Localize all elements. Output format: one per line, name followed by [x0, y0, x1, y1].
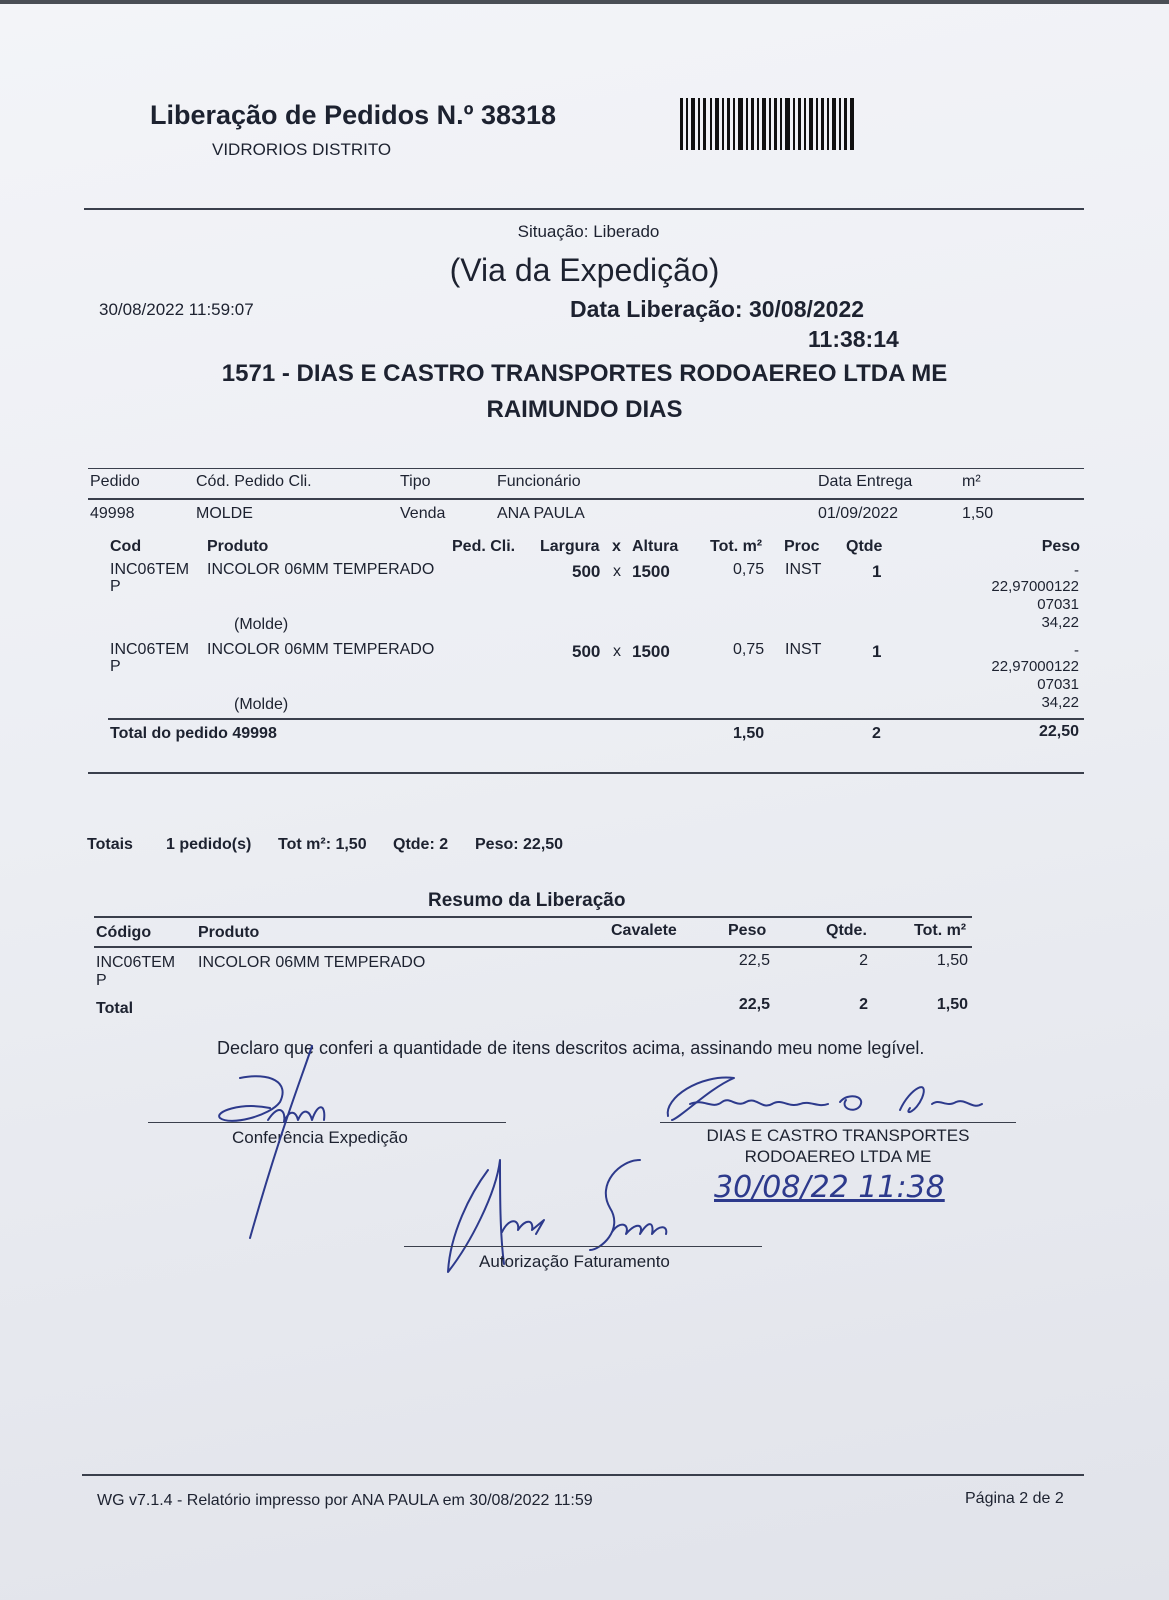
order-data-entrega: 01/09/2022 — [818, 505, 899, 522]
totals-m2: Tot m²: 1,50 — [278, 836, 367, 853]
release-date: Data Liberação: 30/08/2022 — [570, 296, 865, 322]
item-header-cod: Cod — [110, 538, 142, 555]
summary-total-peso: 22,5 — [738, 996, 770, 1013]
handwritten-date: 30/08/22 11:38 — [714, 1170, 945, 1205]
document-sheet — [0, 4, 1169, 1600]
print-datetime: 30/08/2022 11:59:07 — [99, 300, 254, 319]
header-divider — [84, 208, 1084, 210]
declaration-text: Declaro que conferi a quantidade de itens descritos acima, assinando meu nome legível. — [217, 1038, 925, 1058]
order-table-bottom-rule — [88, 772, 1084, 774]
summary-header-tot-m2: Tot. m² — [914, 922, 967, 939]
item-2-cod: INC06TEM — [110, 641, 190, 658]
status-text: Situação: Liberado — [517, 222, 660, 241]
item-header-x: x — [612, 538, 621, 555]
item-header-produto: Produto — [207, 538, 269, 555]
order-total-label: Total do pedido 49998 — [110, 725, 277, 742]
via-label: (Via da Expedição) — [449, 252, 720, 288]
summary-row-codigo-wrap: P — [96, 972, 107, 989]
footer-rule — [82, 1474, 1084, 1476]
item-header-ped-cli: Ped. Cli. — [452, 538, 516, 555]
conference-signature-label: Conferência Expedição — [232, 1128, 408, 1147]
summary-header-rule — [94, 946, 972, 948]
item-header-largura: Largura — [540, 538, 600, 555]
order-m2: 1,50 — [962, 505, 994, 522]
customer-signature-name-line2: RODOAEREO LTDA ME — [744, 1147, 932, 1166]
item-1-cod-wrap: P — [110, 578, 121, 595]
item-1-peso-line2: 07031 — [1037, 596, 1079, 613]
order-total-rule — [108, 718, 1084, 720]
item-1-proc: INST — [785, 561, 822, 578]
summary-header-produto: Produto — [198, 924, 260, 941]
item-1-produto: INCOLOR 06MM TEMPERADO — [207, 561, 435, 578]
summary-row-codigo: INC06TEM — [96, 954, 176, 971]
summary-row-tot-m2: 1,50 — [936, 952, 968, 969]
customer-signature-line — [660, 1122, 1016, 1123]
totals-pedidos: 1 pedido(s) — [166, 836, 252, 853]
totals-label: Totais — [87, 836, 133, 853]
order-header-rule — [88, 498, 1084, 500]
col-header-funcionario: Funcionário — [497, 473, 581, 490]
item-2-peso-dash: - — [1074, 642, 1079, 659]
summary-header-qtde: Qtde. — [826, 922, 867, 939]
summary-header-codigo: Código — [96, 924, 152, 941]
item-header-proc: Proc — [784, 538, 820, 555]
conference-signature — [210, 1042, 350, 1242]
item-1-cod: INC06TEM — [110, 561, 190, 578]
customer-contact: RAIMUNDO DIAS — [486, 396, 683, 423]
item-1-peso-line3: 34,22 — [1041, 614, 1079, 631]
item-header-altura: Altura — [632, 538, 679, 555]
item-2-proc: INST — [785, 641, 822, 658]
col-header-pedido: Pedido — [90, 473, 140, 490]
release-time: 11:38:14 — [808, 326, 899, 352]
order-total-qtde: 2 — [872, 725, 881, 742]
item-2-peso-line2: 07031 — [1037, 676, 1079, 693]
summary-header-cavalete: Cavalete — [611, 922, 677, 939]
authorization-signature-line — [404, 1246, 762, 1247]
summary-total-qtde: 2 — [859, 996, 868, 1013]
item-2-tot-m2: 0,75 — [733, 641, 765, 658]
item-2-note: (Molde) — [234, 696, 289, 713]
item-header-qtde: Qtde — [846, 538, 883, 555]
totals-peso: Peso: 22,50 — [475, 836, 564, 853]
customer-name: 1571 - DIAS E CASTRO TRANSPORTES RODOAEREO LTDA ME — [221, 360, 948, 387]
summary-row-qtde: 2 — [859, 952, 868, 969]
item-1-largura: 500 — [572, 562, 601, 581]
order-pedido: 49998 — [90, 505, 135, 522]
item-1-x: x — [613, 563, 621, 580]
item-2-produto: INCOLOR 06MM TEMPERADO — [207, 641, 435, 658]
item-header-tot-m2: Tot. m² — [710, 538, 763, 555]
company-name: VIDRORIOS DISTRITO — [212, 140, 392, 159]
summary-top-rule — [94, 916, 972, 918]
footer-page-number: Página 2 de 2 — [965, 1490, 1064, 1507]
summary-total-tot-m2: 1,50 — [936, 996, 968, 1013]
item-header-peso: Peso — [1041, 538, 1080, 555]
summary-header-peso: Peso — [728, 922, 767, 939]
order-funcionario: ANA PAULA — [497, 505, 585, 522]
document-title: Liberação de Pedidos N.º 38318 — [150, 100, 557, 130]
order-cod-pedido-cli: MOLDE — [196, 505, 253, 522]
summary-row-peso: 22,5 — [738, 952, 770, 969]
order-total-peso: 22,50 — [1038, 723, 1079, 740]
footer-printed-by: WG v7.1.4 - Relatório impresso por ANA PAULA em 30/08/2022 11:59 — [97, 1492, 593, 1509]
summary-row-produto: INCOLOR 06MM TEMPERADO — [198, 954, 426, 971]
item-1-altura: 1500 — [632, 562, 670, 581]
item-1-peso-line1: 22,97000122 — [991, 578, 1079, 595]
summary-total-label: Total — [96, 1000, 134, 1017]
item-2-qtde: 1 — [872, 642, 882, 661]
item-2-altura: 1500 — [632, 642, 670, 661]
item-2-peso-line1: 22,97000122 — [991, 658, 1079, 675]
customer-signature-name-line1: DIAS E CASTRO TRANSPORTES — [706, 1126, 970, 1145]
item-1-qtde: 1 — [872, 562, 882, 581]
col-header-cod-pedido-cli: Cód. Pedido Cli. — [196, 473, 312, 490]
order-table-top-rule — [88, 468, 1084, 469]
customer-signature — [660, 1068, 1020, 1128]
item-2-cod-wrap: P — [110, 658, 121, 675]
col-header-data-entrega: Data Entrega — [818, 473, 913, 490]
item-2-largura: 500 — [572, 642, 601, 661]
item-1-peso-dash: - — [1074, 562, 1079, 579]
authorization-signature-label: Autorização Faturamento — [479, 1252, 670, 1271]
item-2-x: x — [613, 643, 621, 660]
item-1-tot-m2: 0,75 — [733, 561, 765, 578]
item-2-peso-line3: 34,22 — [1041, 694, 1079, 711]
order-total-m2: 1,50 — [733, 725, 765, 742]
summary-title: Resumo da Liberação — [428, 890, 626, 911]
col-header-m2: m² — [962, 473, 981, 490]
col-header-tipo: Tipo — [400, 473, 431, 490]
barcode — [680, 98, 856, 150]
order-tipo: Venda — [400, 505, 446, 522]
totals-qtde: Qtde: 2 — [393, 836, 449, 853]
item-1-note: (Molde) — [234, 616, 289, 633]
